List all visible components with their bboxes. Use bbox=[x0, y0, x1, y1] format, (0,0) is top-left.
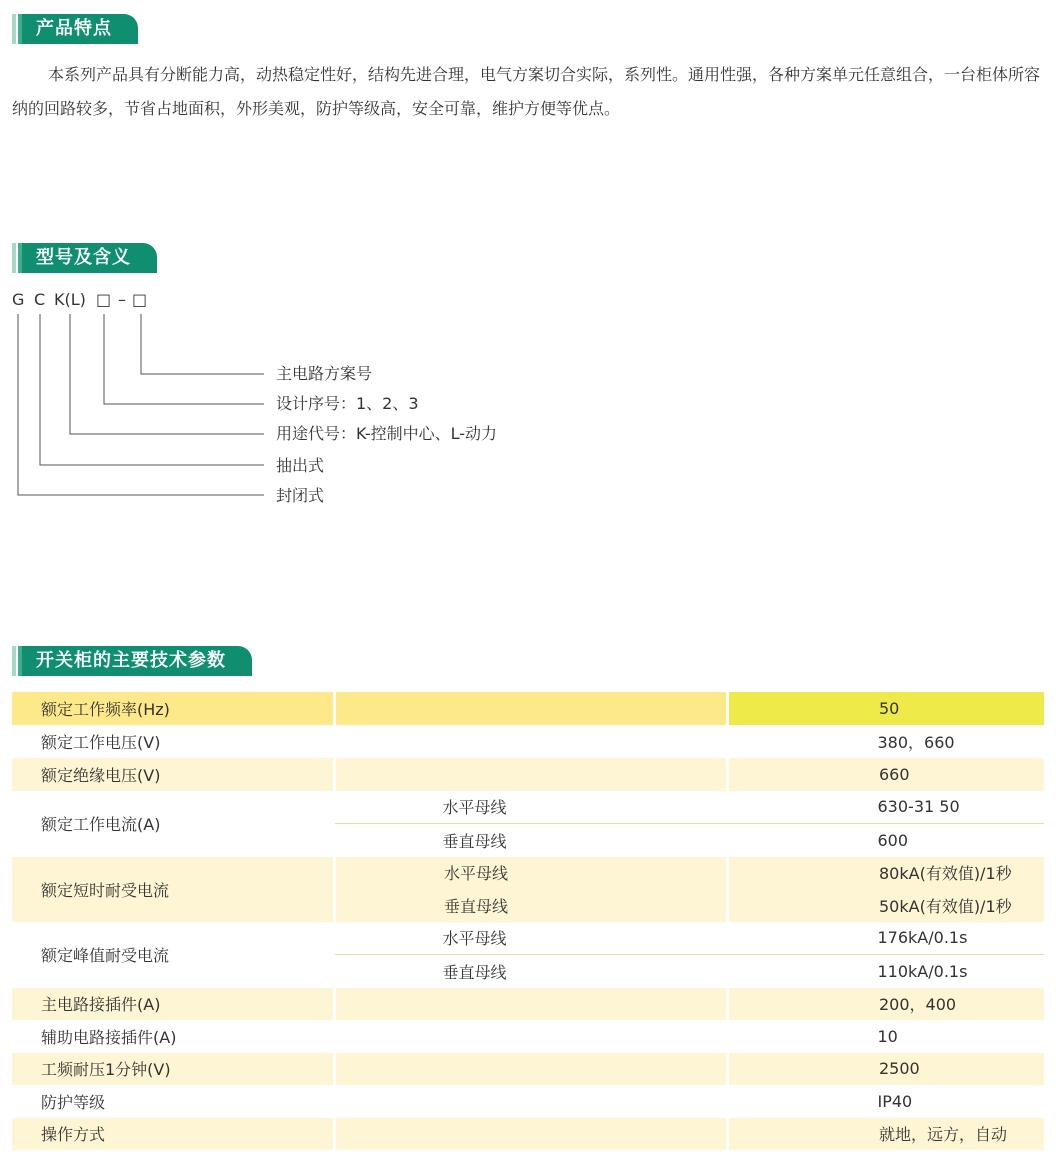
header-accent-bar bbox=[12, 646, 16, 676]
spec-name: 额定绝缘电压(V) bbox=[12, 758, 335, 791]
spec-value: IP40 bbox=[877, 1091, 913, 1111]
spec-value: 600 bbox=[877, 830, 909, 850]
model-box-2: □ bbox=[132, 290, 148, 309]
spec-name: 工频耐压1分钟(V) bbox=[12, 1053, 335, 1086]
spec-sub: 水平母线 bbox=[335, 791, 728, 824]
spec-sub bbox=[335, 1020, 728, 1053]
spec-name: 防护等级 bbox=[41, 1092, 106, 1112]
section-header-specs bbox=[12, 646, 252, 676]
section-title-specs: 开关柜的主要技术参数 bbox=[22, 646, 252, 676]
meaning-main-circuit: 主电路方案号 bbox=[276, 364, 373, 383]
spec-sub: 垂直母线 bbox=[442, 962, 507, 982]
table-row bbox=[12, 758, 1044, 791]
section-title-features: 产品特点 bbox=[22, 14, 138, 44]
meaning-design-no: 设计序号：1、2、3 bbox=[276, 394, 419, 413]
model-letter-c: C bbox=[34, 290, 46, 309]
table-row bbox=[12, 791, 1044, 824]
spec-value: 50kA(有效值)/1秒 bbox=[728, 889, 1045, 922]
spec-sub bbox=[335, 1118, 728, 1151]
table-row bbox=[12, 1118, 1044, 1151]
spec-sub bbox=[335, 1053, 728, 1086]
model-letter-g: G bbox=[12, 290, 25, 309]
spec-value: 10 bbox=[877, 1026, 898, 1046]
spec-name: 额定工作频率(Hz) bbox=[12, 692, 335, 725]
spec-name: 额定短时耐受电流 bbox=[12, 857, 335, 922]
tree-line-drawout bbox=[40, 314, 264, 465]
spec-sub: 水平母线 bbox=[335, 922, 728, 955]
spec-name: 额定工作电流(A) bbox=[12, 791, 335, 857]
specs-table bbox=[12, 692, 1044, 1150]
spec-sub: 垂直母线 bbox=[335, 889, 728, 922]
table-row bbox=[12, 1020, 1044, 1053]
spec-value: 380，660 bbox=[877, 733, 955, 753]
meaning-enclosed: 封闭式 bbox=[276, 486, 325, 505]
spec-value: 660 bbox=[728, 758, 1045, 791]
spec-sub: 水平母线 bbox=[335, 857, 728, 890]
features-paragraph: 本系列产品具有分断能力高，动热稳定性好，结构先进合理，电气方案切合实际，系列性。通用性强，各种方案单元任意组合，一台柜体所容纳的回路较多，节省占地面积，外形美观，防护等级高，安全可靠，维护方便等优点。 bbox=[12, 65, 1041, 118]
table-row bbox=[12, 857, 1044, 890]
tree-line-main-circuit bbox=[141, 314, 264, 374]
table-row bbox=[12, 922, 1044, 955]
spec-name: 辅助电路接插件(A) bbox=[41, 1027, 177, 1047]
model-letter-kl: K(L) bbox=[54, 290, 86, 309]
spec-value: 50 bbox=[728, 692, 1045, 725]
spec-value: 2500 bbox=[728, 1053, 1045, 1086]
spec-value: 就地，远方，自动 bbox=[728, 1118, 1045, 1151]
tree-line-design-no bbox=[104, 314, 264, 404]
section-title-model: 型号及含义 bbox=[22, 243, 157, 273]
meaning-drawout: 抽出式 bbox=[276, 456, 325, 475]
table-row bbox=[12, 692, 1044, 725]
spec-sub bbox=[335, 988, 728, 1021]
meaning-usage: 用途代号：K-控制中心、L-动力 bbox=[276, 424, 497, 443]
spec-name: 额定峰值耐受电流 bbox=[12, 922, 335, 988]
table-row bbox=[12, 725, 1044, 758]
model-tree-lines bbox=[0, 0, 1056, 520]
spec-sub bbox=[335, 1085, 728, 1118]
spec-value: 176kA/0.1s bbox=[728, 922, 1045, 955]
spec-value: 110kA/0.1s bbox=[877, 961, 968, 981]
table-row bbox=[12, 988, 1044, 1021]
spec-name: 操作方式 bbox=[12, 1118, 335, 1151]
spec-sub bbox=[335, 692, 728, 725]
spec-sub bbox=[335, 758, 728, 791]
spec-name: 主电路接插件(A) bbox=[12, 988, 335, 1021]
table-row bbox=[12, 1053, 1044, 1086]
spec-name: 额定工作电压(V) bbox=[41, 733, 161, 753]
spec-sub bbox=[335, 725, 728, 758]
spec-sub: 垂直母线 bbox=[442, 831, 507, 851]
spec-value: 80kA(有效值)/1秒 bbox=[728, 857, 1045, 890]
table-row bbox=[12, 1085, 1044, 1118]
model-dash: – bbox=[118, 290, 126, 309]
spec-value: 200，400 bbox=[728, 988, 1045, 1021]
model-box-1: □ bbox=[96, 290, 112, 309]
spec-value: 630-31 50 bbox=[728, 791, 1045, 824]
